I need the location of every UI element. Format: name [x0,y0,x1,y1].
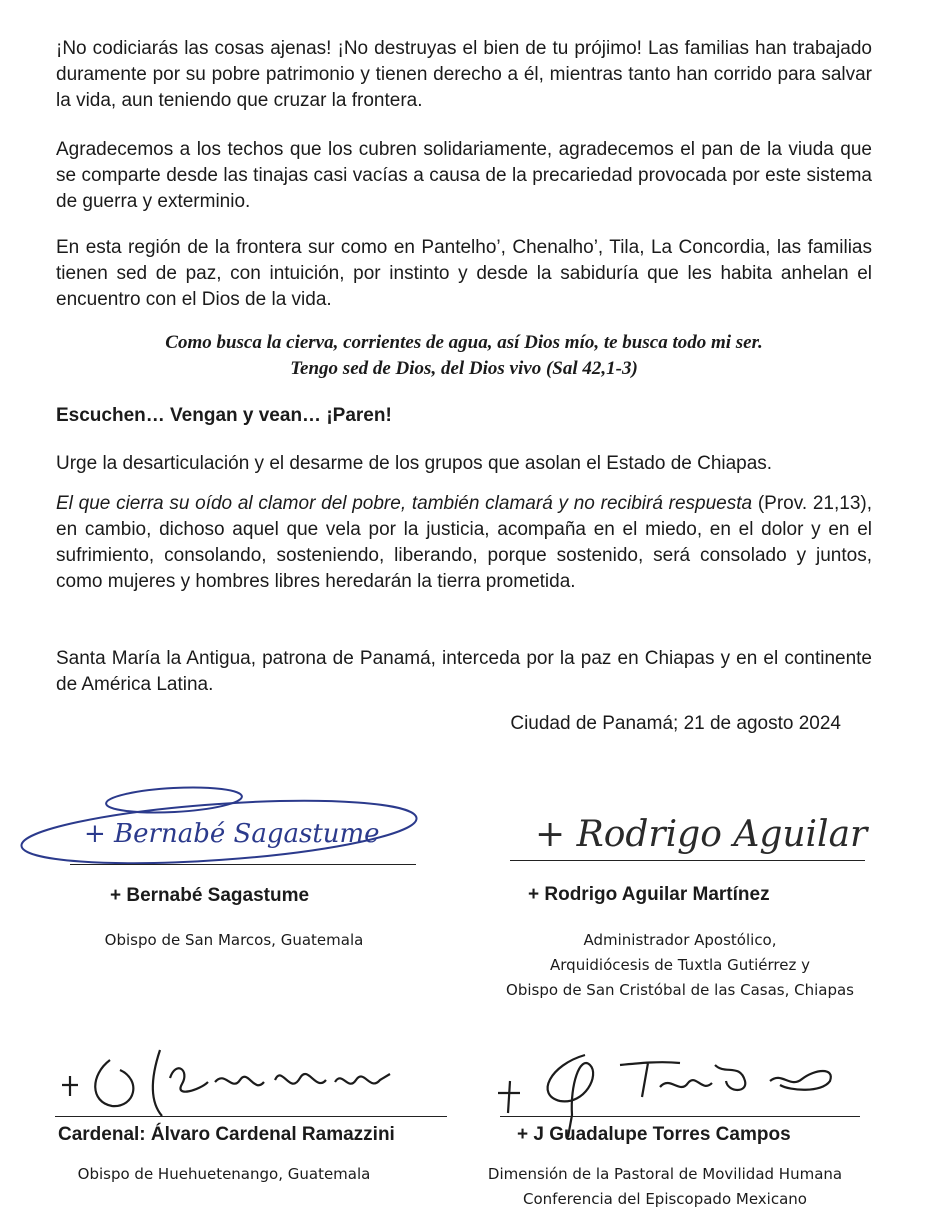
signatory-role-torres [465,1162,865,1212]
paragraph-santa-maria: Santa María la Antigua, patrona de Panamá, interceda por la paz en Chiapas y en el continente de América Latina. [56,648,872,695]
signatory-name-aguilar: + Rodrigo Aguilar Martínez [528,884,770,905]
role-line: Obispo de San Marcos, Guatemala [104,931,364,949]
psalm-quote-line-1: Como busca la cierva, corrientes de agua, así Dios mío, te busca todo mi ser. [165,332,763,353]
proverb-citation-italic: El que cierra su oído al clamor del pobre, también clamará y no recibirá respuesta [56,493,753,514]
signature-ramazzini [50,1040,450,1120]
signatory-name-sagastume: + Bernabé Sagastume [110,885,310,906]
role-line: Dimensión de la Pastoral de Movilidad Humana [487,1165,843,1183]
paragraph-codiciaras: ¡No codiciarás las cosas ajenas! ¡No destruyas el bien de tu prójimo! Las familias han trabajado duramente por su pobre patrimonio y tienen derecho a él, mientras tanto han corrido para salvar la vida, aun teniendo que cruzar la frontera. [56,38,872,111]
paragraph-desarme: Urge la desarticulación y el desarme de los grupos que asolan el Estado de Chiapas. [56,453,773,474]
signature-line-torres [500,1116,860,1117]
signatory-role-sagastume [54,928,414,953]
signature-line-sagastume [70,864,416,865]
role-line: Obispo de Huehuetenango, Guatemala [77,1165,371,1183]
signature-line-aguilar [510,860,865,861]
role-line: Arquidiócesis de Tuxtla Gutiérrez y [550,956,810,974]
role-line: Administrador Apostólico, [583,931,777,949]
paragraph-agradecemos: Agradecemos a los techos que los cubren solidariamente, agradecemos el pan de la viuda que se comparte desde las tinajas casi vacías a causa de la precariedad provocada por este sistema de guerra y exterminio. [56,139,872,212]
paragraph-proverbio [56,491,872,595]
role-line: Conferencia del Episcopado Mexicano [523,1190,807,1208]
proverb-paragraph-rest: (Prov. 21,13), en cambio, dichoso aquel que vela por la justicia, acompaña en el miedo, en el dolor y en el sufrimiento, consolando, sosteniendo, liberando, porque sostenido, será consolado y juntos, como mujeres y hombres libres heredarán la tierra prometida. [56,493,872,592]
signature-aguilar [525,790,885,860]
signatory-name-ramazzini: Cardenal: Álvaro Cardenal Ramazzini [58,1124,395,1145]
paragraph-frontera-sur: En esta región de la frontera sur como en Pantelho’, Chenalho’, Tila, La Concordia, las familias tienen sed de paz, con intuición, por instinto y desde la sabiduría que les habita anhelan el encuentro con el Dios de la vida. [56,237,872,310]
section-heading: Escuchen… Vengan y vean… ¡Paren! [56,405,392,426]
signature-line-ramazzini [55,1116,447,1117]
signatory-role-ramazzini [44,1162,404,1187]
role-line: Obispo de San Cristóbal de las Casas, Chiapas [506,981,854,999]
psalm-quote-line-2: Tengo sed de Dios, del Dios vivo (Sal 42,1-3) [290,358,638,379]
signature-handwriting-aguilar: + Rodrigo Aguilar [535,814,868,855]
dateline: Ciudad de Panamá; 21 de agosto 2024 [510,713,841,734]
signatory-role-aguilar [470,928,890,1003]
signature-sagastume [14,780,434,870]
signature-handwriting-sagastume: + Bernabé Sagastume [84,819,380,849]
signatory-name-torres: + J Guadalupe Torres Campos [517,1124,791,1145]
